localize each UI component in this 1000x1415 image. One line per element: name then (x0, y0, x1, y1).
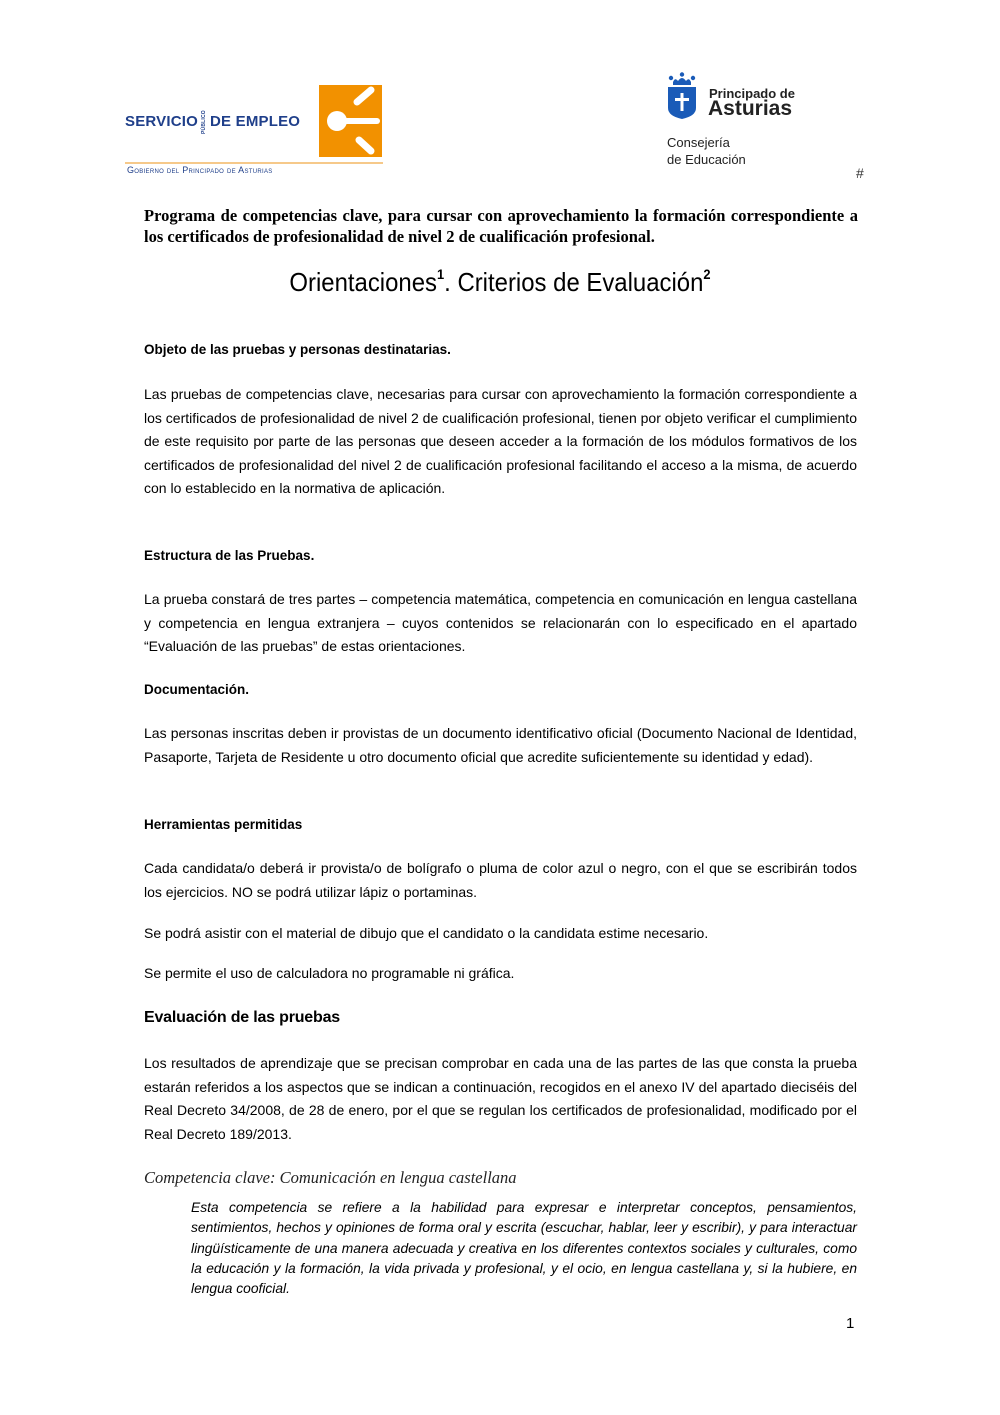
main-title-part1: Orientaciones (289, 267, 437, 297)
consejeria-line2: de Educación (667, 152, 746, 167)
paragraph-estructura: La prueba constará de tres partes – competencia matemática, competencia en comunicación en lengua castellana y competencia en lengua extranjera – cuyos contenidos se relacionarán con lo especificado en el apartado “Evaluación de las pruebas” de estas orientaciones. (144, 591, 857, 654)
main-title-part2: . Criterios de Evaluación (444, 267, 704, 297)
hash-mark: # (856, 165, 864, 181)
sepe-divider (125, 162, 383, 164)
section-heading-herramientas: Herramientas permitidas (144, 817, 303, 832)
sepe-logo-name (125, 107, 300, 137)
asturias-logo-line1: Principado de (709, 86, 795, 101)
footnote-ref-1[interactable]: 1 (436, 266, 445, 282)
paragraph-objeto: Las pruebas de competencias clave, necesarias para cursar con aprovechamiento la formación correspondiente a los certificados de profesionalidad de nivel 2 de cualificación profesional, tienen por objeto verificar el cumplimiento de este requisito por parte de las personas que deseen acceder a la formación de los módulos formativos de los certificados de profesionalidad del nivel 2 de cualificación profesional facilitando el acceso a la misma, de acuerdo con lo establecido en la normativa de aplicación. (144, 386, 857, 496)
sepe-name-vertical: PÚBLICO (201, 110, 208, 134)
paragraph-herramientas-1: Cada candidata/o deberá ir provista/o de bolígrafo o pluma de color azul o negro, con el que se escribirán todos los ejercicios. NO se podrá utilizar lápiz o portaminas. (144, 860, 857, 900)
sepe-government-text: Gobierno del Principado de Asturias (127, 165, 273, 175)
consejeria-label (667, 134, 746, 168)
paragraph-herramientas-3: Se permite el uso de calculadora no programable ni gráfica. (144, 965, 515, 981)
principado-asturias-logo (667, 72, 827, 172)
footnote-ref-2[interactable]: 2 (703, 266, 711, 282)
paragraph-documentacion: Las personas inscritas deben ir provistas de un documento identificativo oficial (Documento Nacional de Identidad, Pasaporte, Tarjeta de Residente u otro documento oficial que acredite suficientemente su identidad y edad). (144, 725, 857, 765)
main-title (40, 266, 960, 298)
sepe-name-part1: SERVICIO (125, 112, 199, 130)
program-title: Programa de competencias clave, para cursar con aprovechamiento la formación correspondiente a los certificados de profesionalidad de nivel 2 de cualificación profesional. (144, 206, 858, 246)
section-heading-evaluacion: Evaluación de las pruebas (144, 1009, 340, 1026)
page-number: 1 (846, 1315, 855, 1332)
sepe-emblem-icon (319, 85, 382, 157)
section-heading-documentacion: Documentación. (144, 682, 250, 697)
paragraph-herramientas-2: Se podrá asistir con el material de dibujo que el candidato o la candidata estime necesario. (144, 925, 709, 941)
competencia-description: Esta competencia se refiere a la habilidad para expresar e interpretar conceptos, pensamientos, sentimientos, hechos y opiniones de forma oral y escrita (escuchar, hablar, leer y escribir), y para interactuar lingüísticamente de una manera adecuada y creativa en los diferentes contextos sociales y culturales, como la educación y la formación, la vida privada y profesional, y el ocio, en lengua castellana y, si la hubiere, en lengua cooficial. (191, 1200, 857, 1297)
sepe-name-part2: DE EMPLEO (210, 112, 301, 130)
servicio-publico-empleo-logo (125, 85, 385, 177)
asturias-shield-icon (667, 72, 697, 118)
asturias-logo-line2: Asturias (708, 97, 793, 120)
paragraph-evaluacion: Los resultados de aprendizaje que se precisan comprobar en cada una de las partes de las que consta la prueba estarán referidos a los aspectos que se indican a continuación, recogidos en el anexo IV del apartado dieciséis del Real Decreto 34/2008, de 28 de enero, por el que se regulan los certificados de profesionalidad, modificado por el Real Decreto 189/2013. (144, 1055, 857, 1142)
section-heading-estructura: Estructura de las Pruebas. (144, 548, 315, 563)
section-heading-objeto: Objeto de las pruebas y personas destinatarias. (144, 342, 451, 357)
competencia-heading: Competencia clave: Comunicación en lengua castellana (144, 1168, 517, 1187)
consejeria-line1: Consejería (667, 135, 730, 150)
